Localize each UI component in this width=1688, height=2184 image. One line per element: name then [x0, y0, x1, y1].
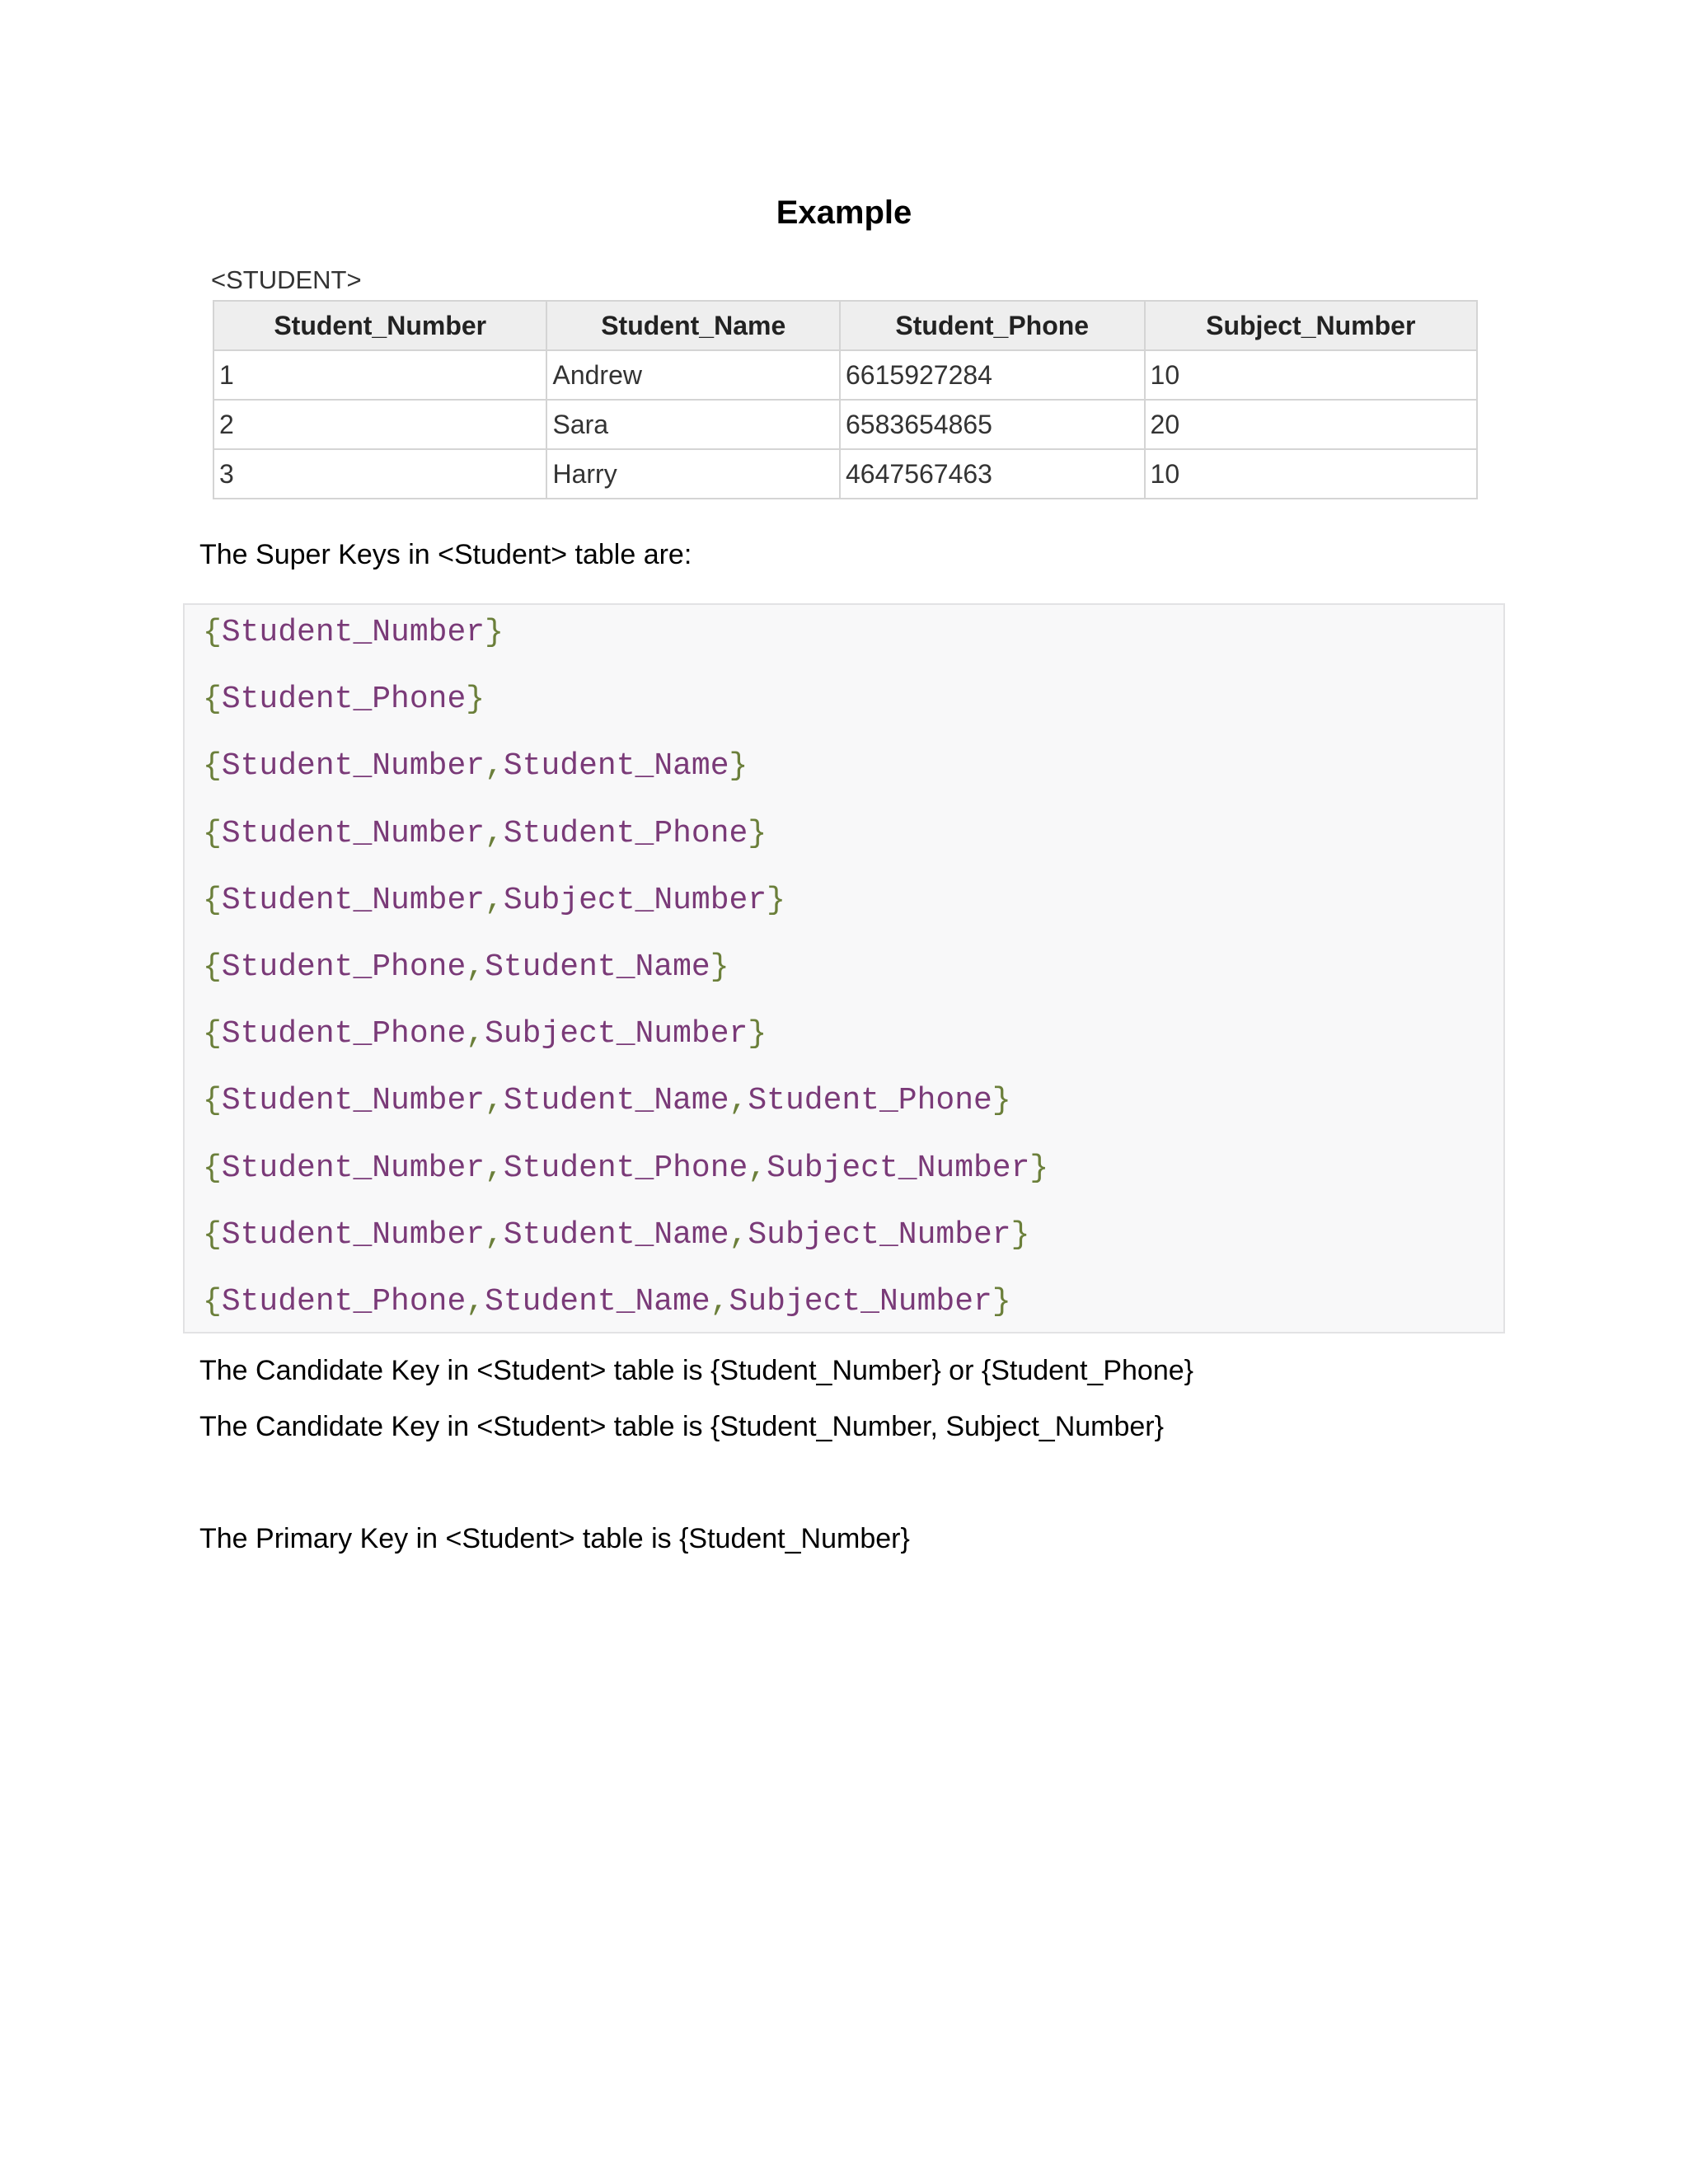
attribute-name: Subject_Number	[729, 1284, 992, 1319]
attribute-name: Student_Name	[503, 1083, 729, 1119]
table-cell: 10	[1145, 449, 1477, 499]
close-brace: }	[992, 1083, 1011, 1119]
open-brace: {	[203, 1150, 222, 1186]
primary-key-statement: The Primary Key in <Student> table is {Student_Number}	[199, 1523, 910, 1554]
comma-separator: ,	[485, 1083, 504, 1119]
open-brace: {	[203, 615, 222, 650]
attribute-name: Student_Number	[221, 882, 485, 918]
open-brace: {	[203, 1216, 222, 1253]
comma-separator: ,	[485, 1216, 504, 1253]
super-key-line	[203, 1217, 1029, 1253]
table-cell: 10	[1145, 350, 1477, 400]
attribute-name: Student_Number	[221, 1150, 485, 1186]
open-brace: {	[203, 748, 222, 785]
super-key-line	[203, 1083, 1011, 1118]
column-header: Student_Phone	[840, 301, 1145, 350]
super-key-line	[203, 748, 748, 784]
table-row	[213, 400, 1477, 449]
open-brace: {	[203, 882, 222, 918]
comma-separator: ,	[466, 1284, 485, 1319]
comma-separator: ,	[466, 949, 485, 985]
super-key-line	[203, 1284, 1011, 1319]
close-brace: }	[992, 1284, 1011, 1319]
open-brace: {	[203, 1284, 222, 1319]
attribute-name: Student_Phone	[748, 1083, 992, 1119]
close-brace: }	[466, 682, 485, 718]
close-brace: }	[767, 882, 785, 918]
close-brace: }	[710, 949, 729, 985]
open-brace: {	[203, 682, 222, 718]
attribute-name: Student_Number	[221, 1083, 485, 1119]
attribute-name: Student_Number	[221, 748, 485, 785]
candidate-key-statement: The Candidate Key in <Student> table is {Student_Number, Subject_Number}	[199, 1411, 1164, 1442]
page-title: Example	[776, 194, 912, 231]
open-brace: {	[203, 815, 222, 851]
super-key-line	[203, 1016, 767, 1052]
table-cell: 2	[213, 400, 546, 449]
table-cell: Sara	[546, 400, 840, 449]
attribute-name: Student_Name	[485, 949, 710, 985]
close-brace: }	[748, 1016, 767, 1052]
attribute-name: Student_Name	[503, 748, 729, 785]
super-key-line	[203, 883, 785, 918]
table-cell: 4647567463	[840, 449, 1145, 499]
comma-separator: ,	[485, 1150, 504, 1186]
comma-separator: ,	[729, 1083, 748, 1119]
comma-separator: ,	[710, 1284, 729, 1319]
attribute-name: Subject_Number	[485, 1016, 748, 1052]
attribute-name: Student_Phone	[221, 682, 467, 718]
attribute-name: Student_Number	[221, 615, 485, 650]
super-keys-code-block	[183, 603, 1505, 1333]
open-brace: {	[203, 1083, 222, 1119]
table-cell: 3	[213, 449, 546, 499]
comma-separator: ,	[748, 1150, 767, 1186]
student-table	[213, 300, 1478, 499]
super-key-line	[203, 949, 729, 985]
attribute-name: Student_Phone	[221, 1016, 467, 1052]
open-brace: {	[203, 949, 222, 985]
attribute-name: Student_Phone	[221, 1284, 467, 1319]
table-cell: 6615927284	[840, 350, 1145, 400]
comma-separator: ,	[729, 1216, 748, 1253]
attribute-name: Subject_Number	[767, 1150, 1030, 1186]
table-cell: Harry	[546, 449, 840, 499]
attribute-name: Student_Phone	[221, 949, 467, 985]
attribute-name: Subject_Number	[503, 882, 767, 918]
super-key-line	[203, 682, 485, 717]
super-key-line	[203, 1151, 1048, 1186]
column-header: Student_Number	[213, 301, 546, 350]
table-caption: <STUDENT>	[211, 265, 362, 294]
table-cell: 1	[213, 350, 546, 400]
super-key-line	[203, 816, 767, 851]
table-cell: 6583654865	[840, 400, 1145, 449]
close-brace: }	[729, 748, 748, 785]
table-cell: 20	[1145, 400, 1477, 449]
attribute-name: Subject_Number	[748, 1216, 1011, 1253]
attribute-name: Student_Number	[221, 1216, 485, 1253]
table-row	[213, 449, 1477, 499]
close-brace: }	[485, 615, 504, 650]
attribute-name: Student_Name	[503, 1216, 729, 1253]
attribute-name: Student_Phone	[503, 1150, 748, 1186]
table-row	[213, 350, 1477, 400]
column-header: Student_Name	[546, 301, 840, 350]
super-key-line	[203, 615, 504, 650]
close-brace: }	[1010, 1216, 1030, 1253]
comma-separator: ,	[485, 748, 504, 785]
close-brace: }	[1029, 1150, 1049, 1186]
attribute-name: Student_Number	[221, 815, 485, 851]
close-brace: }	[748, 815, 767, 851]
table-header-row	[213, 301, 1477, 350]
comma-separator: ,	[485, 815, 504, 851]
column-header: Subject_Number	[1145, 301, 1477, 350]
attribute-name: Student_Name	[485, 1284, 710, 1319]
comma-separator: ,	[485, 882, 504, 918]
open-brace: {	[203, 1016, 222, 1052]
candidate-key-statement: The Candidate Key in <Student> table is {Student_Number} or {Student_Phone}	[199, 1355, 1193, 1386]
super-keys-intro: The Super Keys in <Student> table are:	[199, 539, 692, 570]
attribute-name: Student_Phone	[503, 815, 748, 851]
comma-separator: ,	[466, 1016, 485, 1052]
table-cell: Andrew	[546, 350, 840, 400]
